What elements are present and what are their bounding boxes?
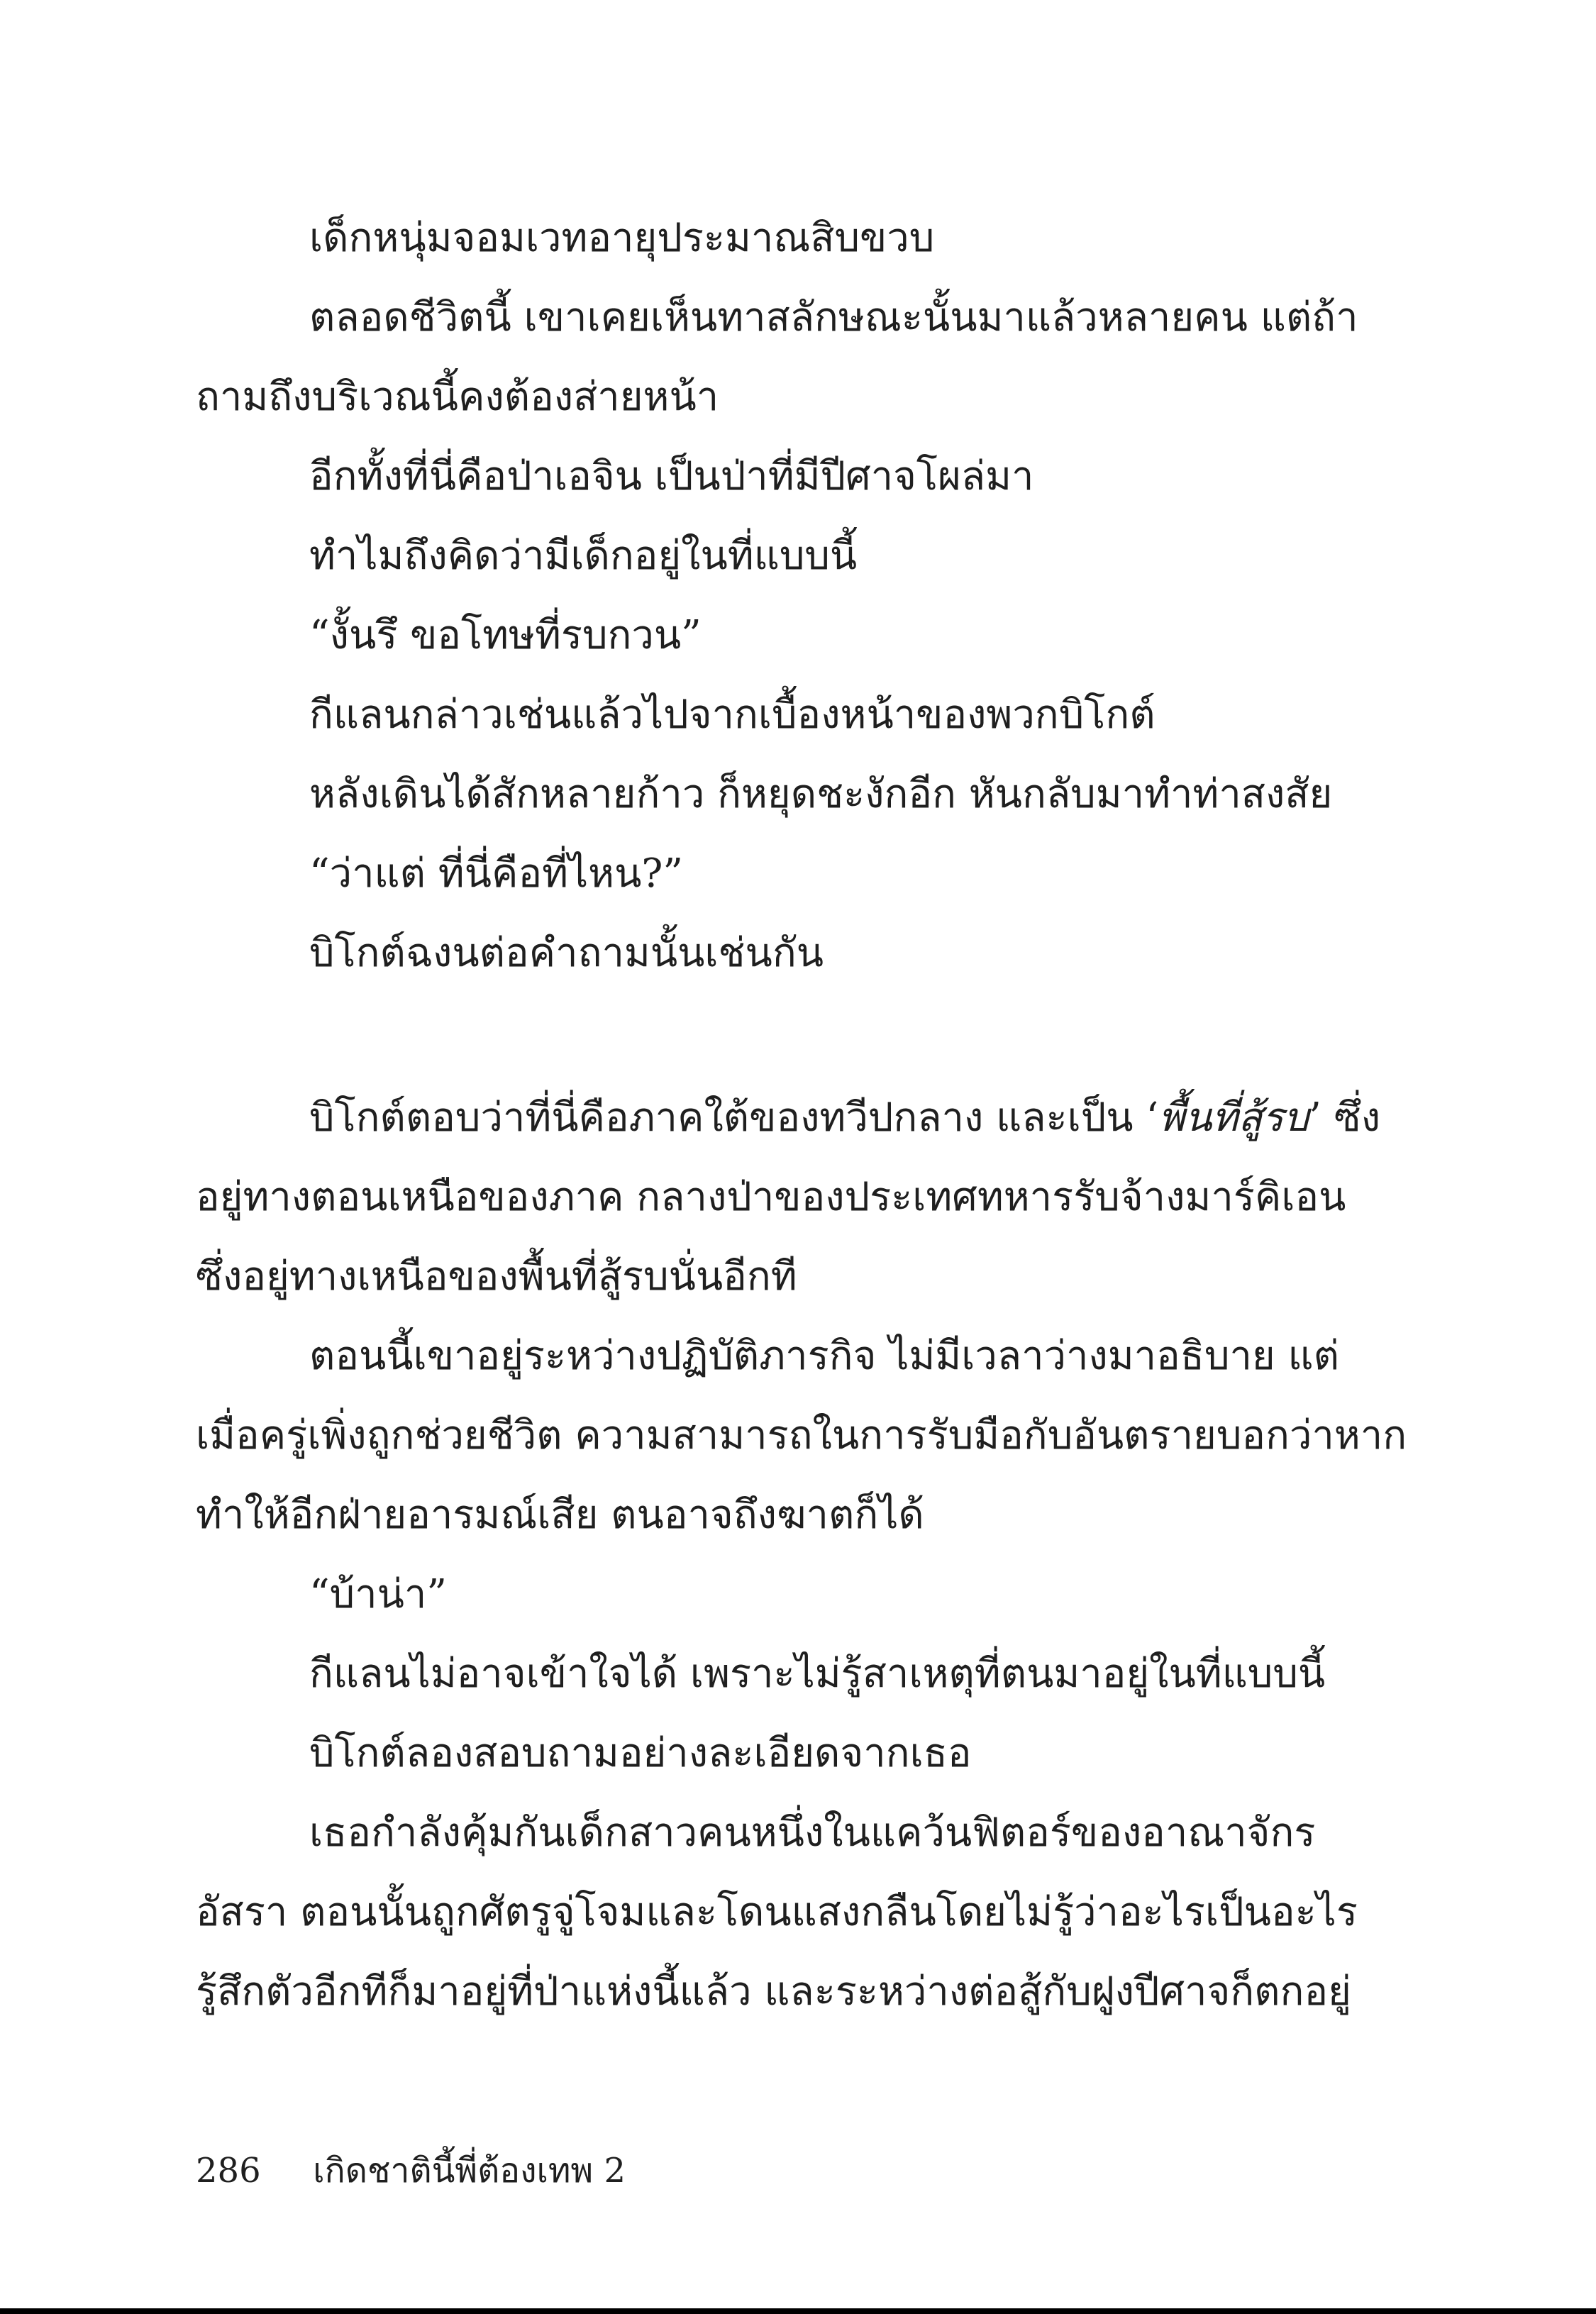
paragraph-line: เด็กหนุ่มจอมเวทอายุประมาณสิบขวบ <box>309 215 935 261</box>
paragraph-line: ซึ่งอยู่ทางเหนือของพื้นที่สู้รบนั่นอีกที <box>196 1253 797 1300</box>
paragraph-line: อีกทั้งที่นี่คือป่าเอจิน เป็นป่าที่มีปีศาจโผล่มา <box>309 453 1034 499</box>
paragraph-line: อยู่ทางตอนเหนือของภาค กลางป่าของประเทศทหารรับจ้างมาร์คิเอน <box>196 1174 1346 1220</box>
page-number: 286 <box>196 2151 261 2191</box>
paragraph-line: กีแลนกล่าวเช่นแล้วไปจากเบื้องหน้าของพวกบิโกต์ <box>309 692 1156 738</box>
dialogue-line: “บ้าน่า” <box>309 1571 447 1617</box>
dialogue-line: “งั้นรึ ขอโทษที่รบกวน” <box>309 612 702 658</box>
dialogue-line: “ว่าแต่ ที่นี่คือที่ไหน?” <box>309 851 683 897</box>
paragraph-line: รู้สึกตัวอีกทีก็มาอยู่ที่ป่าแห่งนี้แล้ว และระหว่างต่อสู้กับฝูงปีศาจก็ตกอยู่ <box>196 1969 1351 2015</box>
paragraph-line: อัสรา ตอนนั้นถูกศัตรูจู่โจมและโดนแสงกลืนโดยไม่รู้ว่าอะไรเป็นอะไร <box>196 1889 1358 1935</box>
paragraph-line: ทำไมถึงคิดว่ามีเด็กอยู่ในที่แบบนี้ <box>309 533 858 579</box>
emphasized-term: พื้นที่สู้รบ <box>1158 1095 1309 1141</box>
paragraph-line: ตอนนี้เขาอยู่ระหว่างปฏิบัติภารกิจ ไม่มีเวลาว่างมาอธิบาย แต่ <box>309 1333 1340 1379</box>
paragraph-line: เมื่อครู่เพิ่งถูกช่วยชีวิต ความสามารถในการรับมือกับอันตรายบอกว่าหาก <box>196 1412 1407 1458</box>
paragraph-line: บิโกต์ลองสอบถามอย่างละเอียดจากเธอ <box>309 1730 972 1776</box>
paragraph-line: หลังเดินได้สักหลายก้าว ก็หยุดชะงักอีก หันกลับมาทำท่าสงสัย <box>309 771 1333 817</box>
page-footer <box>196 2146 626 2196</box>
paragraph-line: กีแลนไม่อาจเข้าใจได้ เพราะไม่รู้สาเหตุที่ตนมาอยู่ในที่แบบนี้ <box>309 1651 1326 1697</box>
page-bottom-edge <box>0 2308 1596 2314</box>
paragraph-line: ตลอดชีวิตนี้ เขาเคยเห็นทาสลักษณะนั้นมาแล้วหลายคน แต่ถ้า <box>309 294 1358 341</box>
running-title: เกิดชาตินี้พี่ต้องเทพ 2 <box>313 2151 626 2191</box>
paragraph-text: บิโกต์ตอบว่าที่นี่คือภาคใต้ของทวีปกลาง และเป็น ‘ <box>309 1095 1159 1141</box>
paragraph-line: ถามถึงบริเวณนี้คงต้องส่ายหน้า <box>196 374 719 420</box>
paragraph-line: เธอกำลังคุ้มกันเด็กสาวคนหนึ่งในแคว้นฟิตอร์ของอาณาจักร <box>309 1810 1316 1856</box>
paragraph-line <box>309 1090 1381 1146</box>
paragraph-line: ทำให้อีกฝ่ายอารมณ์เสีย ตนอาจถึงฆาตก็ได้ <box>196 1492 924 1538</box>
paragraph-line: บิโกต์ฉงนต่อคำถามนั้นเช่นกัน <box>309 930 824 976</box>
paragraph-text: ’ ซึ่ง <box>1309 1095 1381 1141</box>
